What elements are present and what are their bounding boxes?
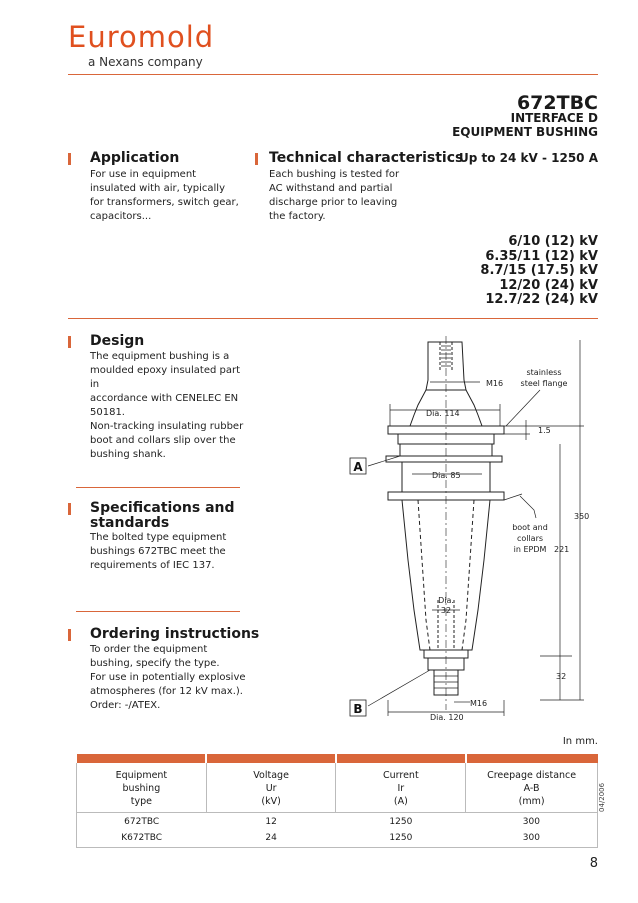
label-dim-221: 221 xyxy=(554,545,570,554)
brand-logo: Euromold xyxy=(68,20,215,54)
product-type: EQUIPMENT BUSHING xyxy=(452,125,598,139)
specs-title: Specifications and standards xyxy=(90,500,235,531)
voltage-item: 12.7/22 (24) kV xyxy=(485,292,598,307)
application-title: Application xyxy=(90,150,180,166)
table-row: 672TBC 12 1250 300 xyxy=(77,813,598,830)
ordering-text: To order the equipment bushing, specify the type. For use in potentially explosive atmospheres (for 12 kV max.). Order: -/ATEX. xyxy=(90,644,246,711)
technical-text: Each bushing is tested for AC withstand and partial discharge prior to leaving the factory. xyxy=(269,169,400,222)
table-header-row xyxy=(77,763,598,813)
voltage-item: 12/20 (24) kV xyxy=(499,277,598,293)
section-marker xyxy=(255,153,258,165)
application-text: For use in equipment insulated with air, typically for transformers, switch gear, capacitors... xyxy=(90,169,239,222)
section-rule xyxy=(68,318,598,319)
voltage-item: 8.7/15 (17.5) kV xyxy=(480,263,598,278)
product-rating: Up to 24 kV - 1250 A xyxy=(458,151,598,165)
label-m16-top: M16 xyxy=(486,379,504,388)
brand-tagline: a Nexans company xyxy=(88,55,203,69)
column-header: Equipment bushing type xyxy=(77,763,207,813)
section-marker xyxy=(68,503,71,515)
label-flange: stainless xyxy=(526,368,562,377)
bushing-drawing xyxy=(340,330,610,730)
svg-text:collars: collars xyxy=(516,534,544,543)
design-text: The equipment bushing is a moulded epoxy insulated part in accordance with CENELEC EN 50181. Non-tracking insulating rubber boot and collars slip over the bushing shank. xyxy=(90,351,244,460)
spec-table xyxy=(76,754,598,848)
label-dia114: Dia. 114 xyxy=(426,409,460,418)
voltage-list xyxy=(480,235,598,308)
label-dim-32: 32 xyxy=(556,672,567,681)
table-accent-row xyxy=(77,754,598,763)
product-interface: INTERFACE D xyxy=(510,111,598,125)
section-marker xyxy=(68,629,71,641)
page-number: 8 xyxy=(589,856,598,871)
header-rule xyxy=(68,74,598,75)
column-header: Creepage distance A-B (mm) xyxy=(466,763,598,813)
marker-b: B xyxy=(353,702,363,716)
svg-text:32: 32 xyxy=(440,606,452,615)
label-dim-1-5: 1.5 xyxy=(538,426,551,435)
column-header: Voltage Ur (kV) xyxy=(206,763,336,813)
section-rule xyxy=(76,487,240,488)
section-rule xyxy=(76,611,240,612)
svg-text:steel flange: steel flange xyxy=(520,379,568,388)
units-note: In mm. xyxy=(562,736,598,747)
voltage-item: 6.35/11 (12) kV xyxy=(485,248,598,264)
technical-title: Technical characteristics xyxy=(269,150,464,166)
label-dia85: Dia. 85 xyxy=(432,471,461,480)
label-dim-350: 350 xyxy=(574,512,590,521)
svg-text:in EPDM: in EPDM xyxy=(513,545,547,554)
design-title: Design xyxy=(90,333,145,349)
specs-text: The bolted type equipment bushings 672TBC meet the requirements of IEC 137. xyxy=(90,532,227,571)
section-marker xyxy=(68,153,71,165)
document-date-code: 04/2006 xyxy=(598,782,606,812)
product-code: 672TBC xyxy=(516,92,598,114)
section-marker xyxy=(68,336,71,348)
label-boot: boot and xyxy=(512,523,548,532)
label-m16-bottom: M16 xyxy=(470,699,488,708)
ordering-title: Ordering instructions xyxy=(90,626,260,642)
label-dia120: Dia. 120 xyxy=(430,713,464,722)
marker-a: A xyxy=(353,460,363,474)
column-header: Current Ir (A) xyxy=(336,763,466,813)
voltage-item: 6/10 (12) kV xyxy=(508,234,598,249)
label-dia32: Dia. xyxy=(438,596,454,605)
table-row: K672TBC 24 1250 300 xyxy=(77,829,598,848)
